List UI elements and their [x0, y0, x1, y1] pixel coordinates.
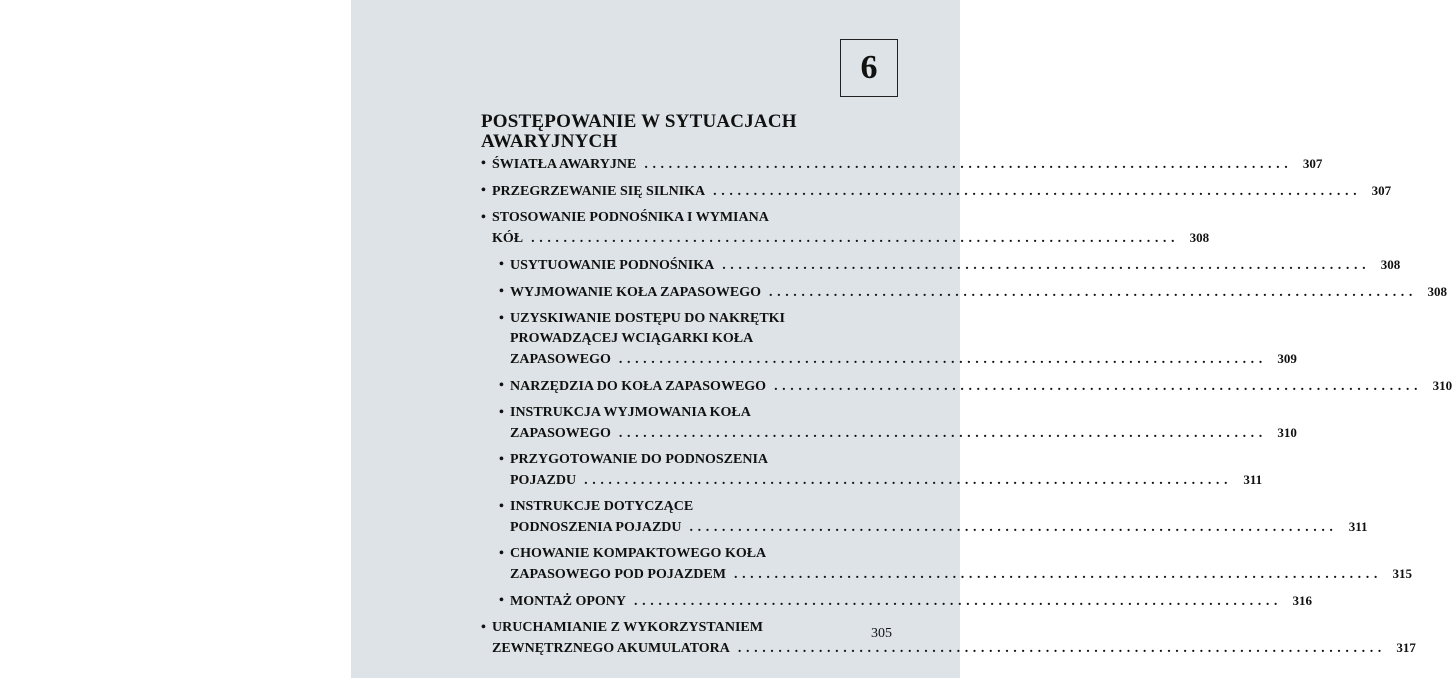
dot-leader: ................................................................................ — [634, 594, 1283, 609]
toc-entry-label: INSTRUKCJE DOTYCZĄCE — [510, 499, 694, 514]
toc-page-number: 311 — [1348, 519, 1368, 534]
toc-entry[interactable] — [499, 376, 1452, 397]
toc-page-number: 310 — [1432, 378, 1452, 393]
dot-leader: ................................................................................ — [618, 352, 1267, 367]
toc-page-number: 317 — [1396, 640, 1416, 655]
toc-entry[interactable] — [499, 282, 1447, 303]
chapter-number-box — [840, 39, 898, 97]
bullet-icon: • — [499, 311, 504, 326]
toc-entry-line — [510, 450, 899, 470]
dot-leader: ................................................................................ — [737, 641, 1386, 656]
toc-entry-line — [510, 349, 1297, 370]
toc-entry-line — [510, 255, 1401, 276]
manual-page — [351, 0, 1452, 678]
toc-entry[interactable] — [499, 591, 1313, 612]
toc-entry-label: WYJMOWANIE KOŁA ZAPASOWEGO — [510, 285, 761, 300]
toc-entry[interactable] — [481, 154, 1323, 175]
toc-entry-label: UZYSKIWANIE DOSTĘPU DO NAKRĘTKI — [510, 311, 785, 326]
toc-entry-line — [492, 618, 899, 638]
toc-entry-line — [492, 181, 1392, 202]
toc-entry-line — [492, 638, 1416, 659]
dot-leader: ................................................................................ — [713, 184, 1362, 199]
toc-page-number: 309 — [1277, 351, 1297, 366]
toc-entry-label: ZEWNĘTRZNEGO AKUMULATORA — [492, 641, 730, 656]
page-number: 305 — [871, 626, 892, 641]
dot-leader: ................................................................................ — [689, 520, 1338, 535]
toc-entry-text — [481, 154, 1323, 175]
toc-entry-text — [499, 403, 1297, 444]
toc-entry-label: INSTRUKCJA WYJMOWANIA KOŁA — [510, 405, 751, 420]
toc-entry-text — [499, 255, 1401, 276]
bullet-icon: • — [499, 257, 504, 272]
toc-entry-line — [510, 564, 1412, 585]
dot-leader: ................................................................................ — [531, 231, 1180, 246]
dot-leader: ................................................................................ — [774, 379, 1423, 394]
dot-leader: ................................................................................ — [722, 258, 1371, 273]
toc-entry-label: STOSOWANIE PODNOŚNIKA I WYMIANA — [492, 210, 769, 225]
toc-page-number: 315 — [1392, 566, 1412, 581]
dot-leader: ................................................................................ — [769, 285, 1417, 300]
bullet-icon: • — [499, 593, 504, 608]
toc-entry-label: NARZĘDZIA DO KOŁA ZAPASOWEGO — [510, 379, 767, 394]
table-of-contents — [481, 154, 1452, 665]
toc-entry[interactable] — [499, 403, 1297, 444]
toc-entry-label: PRZYGOTOWANIE DO PODNOSZENIA — [510, 452, 769, 467]
bullet-icon: • — [481, 210, 486, 225]
toc-entry-line — [510, 282, 1447, 303]
toc-entry-line — [510, 544, 899, 564]
toc-entry[interactable] — [481, 181, 1392, 202]
toc-entry-line — [510, 470, 1263, 491]
toc-entry-line — [492, 208, 899, 228]
toc-entry[interactable] — [499, 497, 1368, 538]
toc-entry-label: POJAZDU — [510, 473, 577, 488]
toc-entry-label: ZAPASOWEGO POD POJAZDEM — [510, 567, 726, 582]
toc-entry[interactable] — [499, 450, 1263, 491]
blank-left-page — [0, 0, 351, 678]
chapter-number: 6 — [860, 49, 878, 86]
bullet-icon: • — [499, 378, 504, 393]
toc-entry-label: ŚWIATŁA AWARYJNE — [492, 157, 637, 172]
dot-leader: ................................................................................ — [584, 473, 1233, 488]
toc-entry-line — [510, 517, 1368, 538]
toc-entry[interactable] — [481, 208, 1210, 249]
bullet-icon: • — [481, 156, 486, 171]
toc-entry-line — [510, 403, 899, 423]
toc-entry-label: PRZEGRZEWANIE SIĘ SILNIKA — [492, 184, 706, 199]
toc-entry-text — [499, 544, 1412, 585]
bullet-icon: • — [499, 405, 504, 420]
toc-page-number: 308 — [1380, 257, 1401, 272]
toc-entry-label: ZAPASOWEGO — [510, 426, 611, 441]
toc-entry-label: ZAPASOWEGO — [510, 352, 611, 367]
toc-entry[interactable] — [499, 255, 1401, 276]
toc-entry-line — [510, 591, 1313, 612]
toc-page-number: 307 — [1371, 183, 1392, 198]
bullet-icon: • — [481, 620, 486, 635]
toc-page-number: 308 — [1189, 230, 1210, 245]
toc-entry-label: PODNOSZENIA POJAZDU — [510, 520, 682, 535]
toc-entry[interactable] — [499, 544, 1412, 585]
dot-leader: ................................................................................ — [618, 426, 1267, 441]
toc-entry-text — [499, 497, 1368, 538]
section-title: POSTĘPOWANIE W SYTUACJACH AWARYJNYCH — [481, 111, 797, 152]
toc-entry-text — [481, 181, 1392, 202]
toc-page-number: 308 — [1427, 284, 1447, 299]
toc-entry-text — [499, 591, 1313, 612]
toc-entry[interactable] — [481, 618, 1416, 659]
dot-leader: ................................................................................ — [733, 567, 1382, 582]
toc-page-number: 311 — [1243, 472, 1263, 487]
toc-entry-text — [481, 208, 1210, 249]
dot-leader: ................................................................................ — [644, 157, 1293, 172]
toc-page-number: 307 — [1302, 156, 1323, 171]
toc-entry-text — [499, 376, 1452, 397]
toc-entry-label: USYTUOWANIE PODNOŚNIKA — [510, 258, 715, 273]
toc-entry-line — [492, 154, 1323, 175]
toc-entry-text — [499, 450, 1263, 491]
toc-entry-line — [510, 423, 1297, 444]
bullet-icon: • — [499, 452, 504, 467]
toc-entry-label: URUCHAMIANIE Z WYKORZYSTANIEM — [492, 620, 763, 635]
toc-entry-label: KÓŁ — [492, 231, 524, 246]
bullet-icon: • — [481, 183, 486, 198]
bullet-icon: • — [499, 499, 504, 514]
toc-entry-line — [510, 329, 899, 349]
bullet-icon: • — [499, 546, 504, 561]
toc-entry-line — [492, 228, 1210, 249]
toc-entry-label: CHOWANIE KOMPAKTOWEGO KOŁA — [510, 546, 767, 561]
toc-entry-label: PROWADZĄCEJ WCIĄGARKI KOŁA — [510, 331, 754, 346]
toc-entry-text — [499, 282, 1447, 303]
toc-page-number: 316 — [1292, 593, 1313, 608]
bullet-icon: • — [499, 284, 504, 299]
toc-entry-line — [510, 309, 899, 329]
toc-page-number: 310 — [1277, 425, 1297, 440]
toc-entry-line — [510, 497, 899, 517]
toc-entry-text — [499, 309, 1297, 370]
toc-entry-text — [481, 618, 1416, 659]
toc-entry[interactable] — [499, 309, 1297, 370]
toc-entry-line — [510, 376, 1452, 397]
toc-entry-label: MONTAŻ OPONY — [510, 594, 627, 609]
